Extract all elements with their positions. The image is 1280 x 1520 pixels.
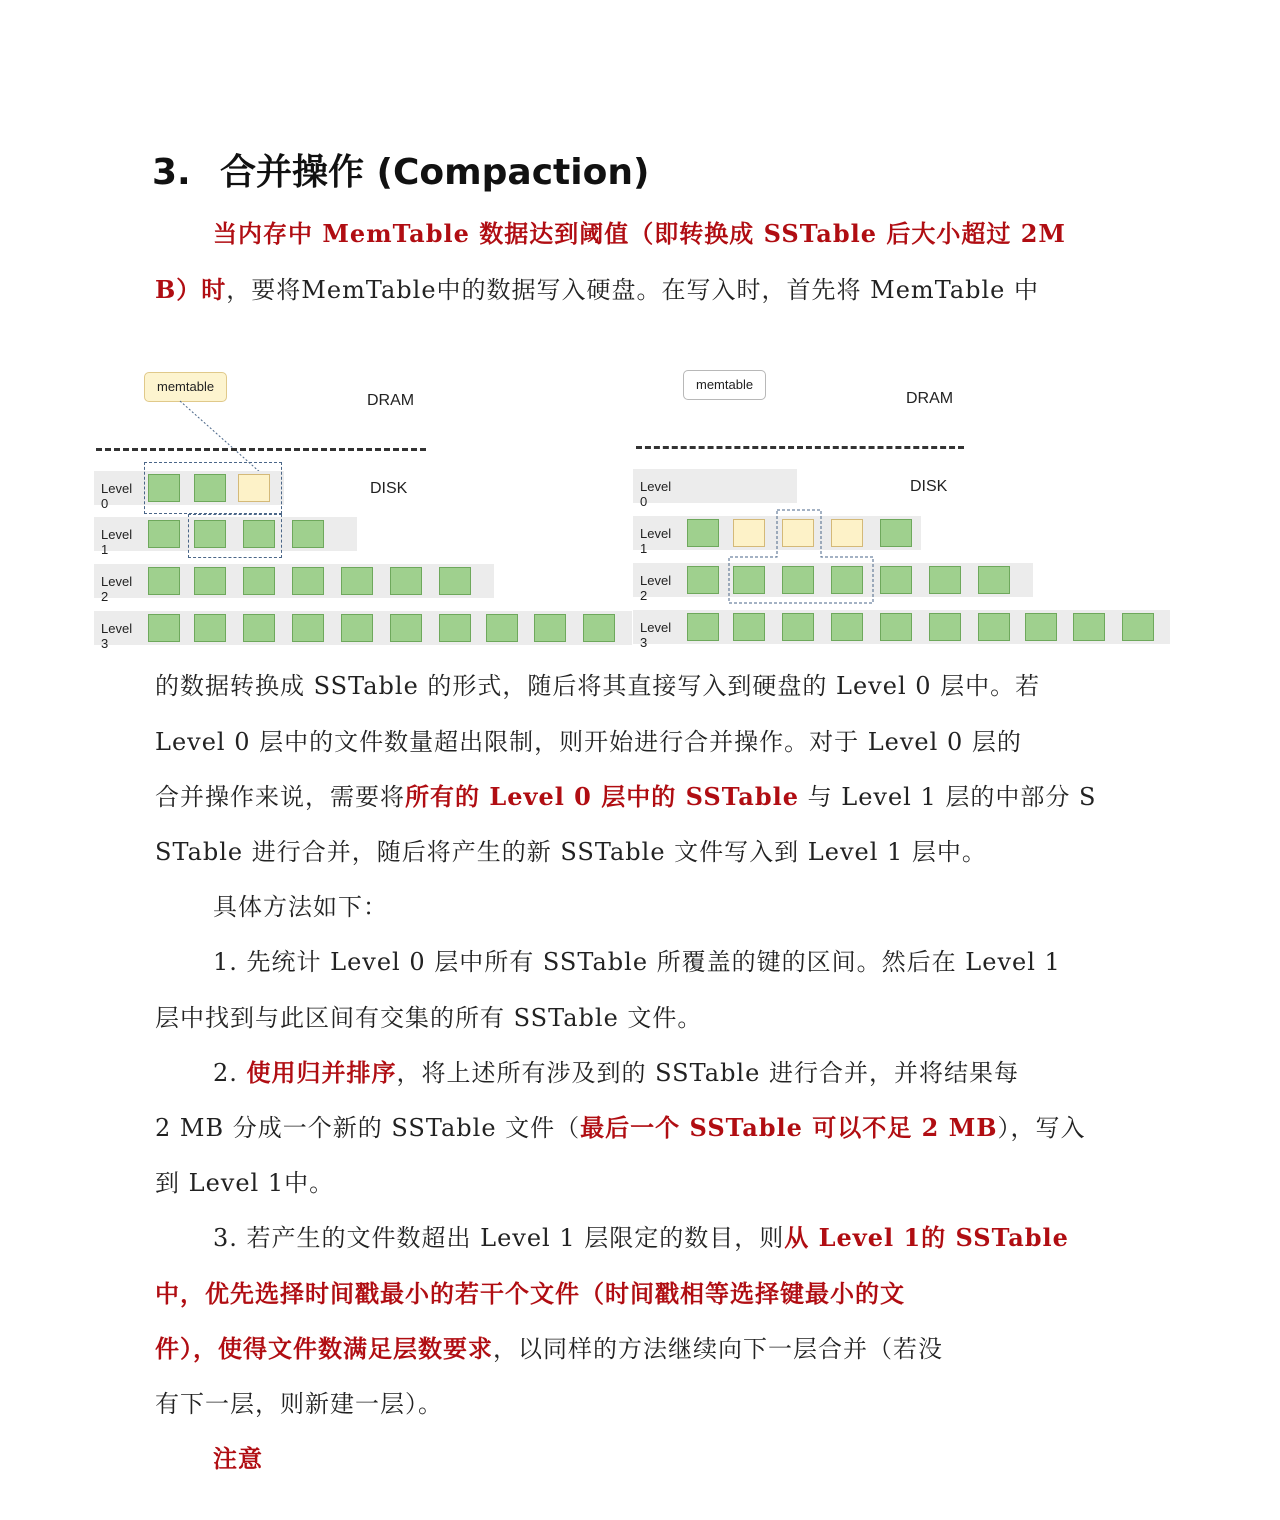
- para2-line1: 的数据转换成 SSTable 的形式，随后将其直接写入到硬盘的 Level 0 层中。若: [155, 672, 1041, 700]
- step3-highlight-3: 件），使得文件数满足层数要求: [155, 1334, 493, 1363]
- level-3-label: Level 3: [101, 621, 133, 651]
- step3-highlight-1: 从 Level 1的 SSTable: [784, 1223, 1069, 1252]
- step2-highlight-2: 最后一个 SSTable 可以不足 2 MB: [580, 1113, 998, 1142]
- level-1-label: Level 1: [640, 526, 672, 556]
- step3-line2: [155, 1278, 905, 1310]
- note-label: 注意: [213, 1444, 263, 1473]
- dram-label: DRAM: [367, 392, 415, 409]
- para2-highlight: 所有的 Level 0 层中的 SSTable: [405, 782, 800, 811]
- step2-line3: 到 Level 1中。: [155, 1169, 335, 1197]
- step3-line3: 件），使得文件数满足层数要求，以同样的方法继续向下一层合并（若没: [155, 1334, 943, 1363]
- para1-line1-highlight: 当内存中 MemTable 数据达到阈值（即转换成 SSTable 后大小超过 2M: [213, 219, 1066, 248]
- level-2-label: Level 2: [640, 573, 672, 603]
- level-1-label: Level 1: [101, 527, 133, 557]
- disk-label: DISK: [370, 480, 408, 497]
- step1-line2: 层中找到与此区间有交集的所有 SSTable 文件。: [155, 1004, 703, 1032]
- memtable-box: memtable: [144, 372, 227, 402]
- disk-label: DISK: [910, 478, 948, 495]
- step3-highlight-2: 中，优先选择时间戳最小的若干个文件（时间戳相等选择键最小的文: [155, 1279, 905, 1308]
- para2-line4: STable 进行合并，随后将产生的新 SSTable 文件写入到 Level 1 层中。: [155, 838, 987, 866]
- level-3-label: Level 3: [640, 620, 672, 650]
- para2-line3: 合并操作来说，需要将所有的 Level 0 层中的 SSTable 与 Level 1 层的中部分 S: [155, 782, 1097, 811]
- para2-line2: Level 0 层中的文件数量超出限制，则开始进行合并操作。对于 Level 0 层的: [155, 728, 1022, 756]
- level-2-label: Level 2: [101, 574, 133, 604]
- step2-highlight-1: 使用归并排序: [246, 1058, 397, 1087]
- dram-label: DRAM: [906, 390, 954, 407]
- step2-line1: 2. 使用归并排序，将上述所有涉及到的 SSTable 进行合并，并将结果每: [213, 1058, 1019, 1087]
- para1-line2-text: ，要将MemTable中的数据写入硬盘。在写入时，首先将 MemTable 中: [226, 276, 1040, 304]
- level-0-label: Level 0: [101, 481, 133, 511]
- memtable-box: memtable: [683, 370, 766, 400]
- level-0-label: Level 0: [640, 479, 672, 509]
- section-title: 合并操作 (Compaction): [220, 152, 650, 193]
- para1-line2-highlight: B）时: [155, 275, 227, 304]
- step3-line4: 有下一层，则新建一层）。: [155, 1390, 443, 1418]
- level-1-2-selection: [0, 0, 1280, 660]
- section-number: 3.: [152, 152, 191, 193]
- method-intro: 具体方法如下：: [213, 893, 388, 921]
- step3-line1: 3. 若产生的文件数超出 Level 1 层限定的数目，则从 Level 1的 SSTable: [213, 1223, 1069, 1252]
- step1-line1: 1. 先统计 Level 0 层中所有 SSTable 所覆盖的键的区间。然后在 Level 1: [213, 948, 1061, 976]
- step2-line2: 2 MB 分成一个新的 SSTable 文件（最后一个 SSTable 可以不足 2 MB），写入: [155, 1113, 1086, 1142]
